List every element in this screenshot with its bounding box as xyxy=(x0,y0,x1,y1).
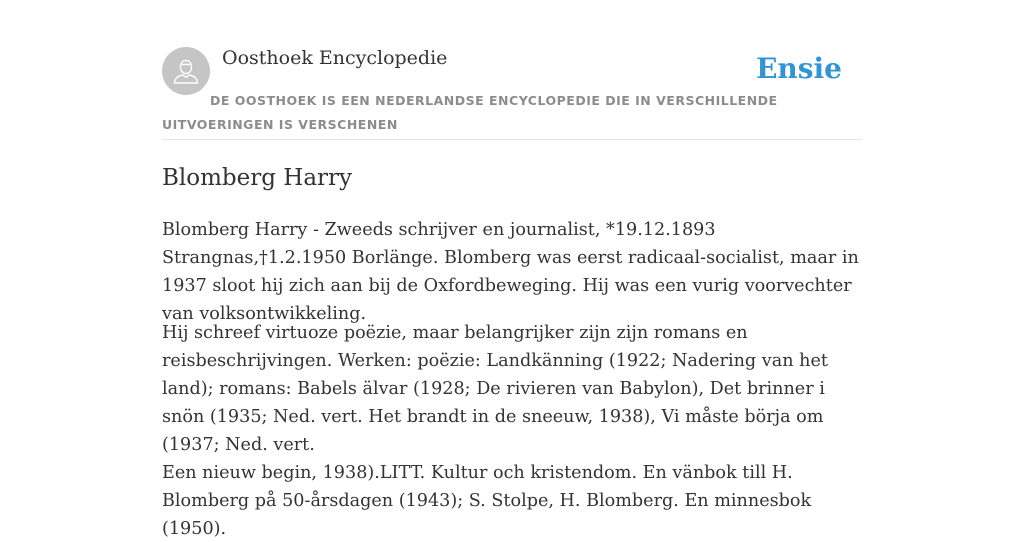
article-title: Blomberg Harry xyxy=(162,165,353,191)
source-avatar[interactable] xyxy=(162,47,210,95)
article-paragraph-2: Hij schreef virtuoze poëzie, maar belangrijker zijn zijn romans en reisbeschrijvingen. Werken: poëzie: Landkänning (1922; Nadering van het land); romans: Babels älvar (1928; De rivieren van Babylon), Det brinner i snön (1935; Ned. vert. Het brandt in de sneeuw, 1938), Vi måste börja om (1937; Ned. vert. xyxy=(162,323,828,455)
header-divider xyxy=(162,139,862,140)
article-page xyxy=(162,0,862,539)
ensie-logo[interactable]: Ensie xyxy=(756,52,842,85)
user-icon xyxy=(171,56,201,86)
source-name-link[interactable]: Oosthoek Encyclopedie xyxy=(222,47,448,69)
article-paragraph-1: Blomberg Harry - Zweeds schrijver en journalist, *19.12.1893 Strangnas,†1.2.1950 Borlänge. Blomberg was eerst radicaal-socialist, maar in 1937 sloot hij zich aan bij de Oxfordbeweging. Hij was een vurig voorvechter van volksontwikkeling. xyxy=(162,220,859,324)
source-tagline: DE OOSTHOEK IS EEN NEDERLANDSE ENCYCLOPEDIE DIE IN VERSCHILLENDE UITVOERINGEN IS VERSCHENEN xyxy=(162,93,778,132)
article-paragraph-3: Een nieuw begin, 1938).LITT. Kultur och kristendom. En vänbok till H. Blomberg på 50-årsdagen (1943); S. Stolpe, H. Blomberg. En minnesbok (1950). xyxy=(162,463,812,539)
